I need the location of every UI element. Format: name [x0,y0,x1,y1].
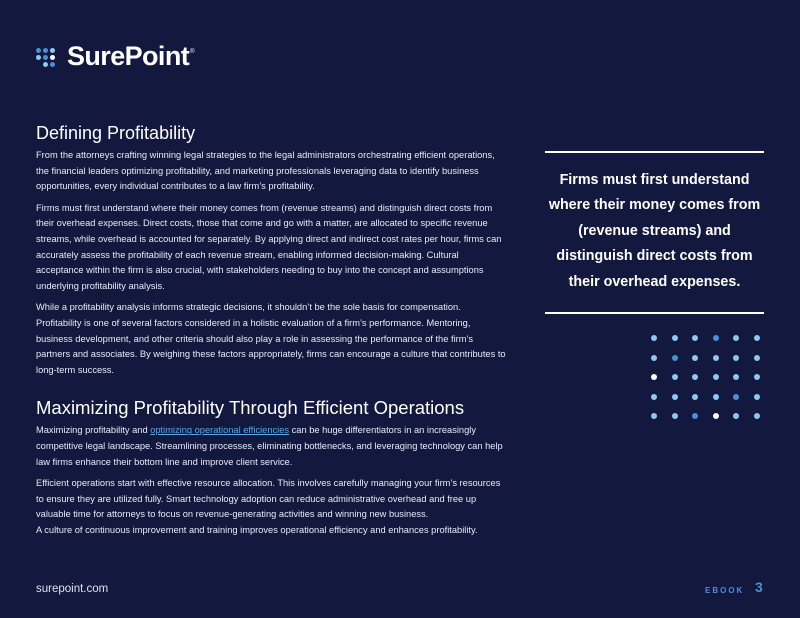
decor-dot [754,374,760,380]
logo-dot [50,55,55,60]
logo-dot [36,48,41,53]
main-content [36,120,506,538]
pull-quote-text: Firms must first understand where their money comes from (revenue streams) and distinguish direct costs from their overhead expenses. [548,172,761,290]
decorative-dot-grid [651,335,767,419]
decor-dot [692,394,698,400]
paragraph [36,476,506,538]
decor-dot [713,355,719,361]
footer-ebook-label: EBOOK [705,586,745,595]
decor-dot [713,335,719,341]
decor-dot [672,413,678,419]
brand-logo [36,41,195,71]
decor-dot [692,374,698,380]
section-heading-maximizing-profitability: Maximizing Profitability Through Efficient Operations [36,397,465,419]
decor-dot [754,335,760,341]
section-heading-defining-profitability: Defining Profitability [36,123,196,143]
quote-rule-bottom [545,312,764,314]
decor-dot [672,335,678,341]
decor-dot [651,394,657,400]
paragraph-line: Efficient operations start with effective resource allocation. This involves carefully managing your firm’s resources to ensure they are utilized fully. Smart technology adoption can reduce administrative overhead and free up valuable time for attorneys to focus on revenue-generating activities and winning new business. [36,478,501,520]
decor-dot [733,413,739,419]
brand-name: SurePoint [67,40,190,71]
decor-dot [651,413,657,419]
decor-dot [651,374,657,380]
decor-dot [672,355,678,361]
decor-dot [672,394,678,400]
intro-text-continued: can be huge differentiators in an increasingly competitive legal landscape. Streamlining processes, eliminating bottlenecks, and leveraging technology can help law firms enhance their bottom line and improve client service. [36,425,503,467]
paragraph: Firms must first understand where their money comes from (revenue streams) and distinguish direct costs from their overhead expenses. Direct costs, those that come and go with a matter, are allocated to specific revenue streams, while overhead is accounted for separately. By applying direct and indirect cost rates per hour, firms can accurately assess the profitability of each revenue stream, enabling informed decision-making. Cultural acceptance within the firm is also crucial, with stakeholders needing to buy into the concept and assumptions underlying profitability analysis. [36,202,502,291]
decor-dot [754,355,760,361]
decor-dot [692,413,698,419]
decor-dot [733,355,739,361]
brand-trademark: ® [190,49,195,55]
decor-dot [733,394,739,400]
paragraph-with-link [36,423,506,470]
decor-dot [713,413,719,419]
paragraph-line: A culture of continuous improvement and training improves operational efficiency and enhances profitability. [36,524,478,535]
page-number: 3 [755,579,763,595]
dot-cluster-logo-icon [36,44,60,68]
decor-dot [754,413,760,419]
logo-dot [43,55,48,60]
decor-dot [672,374,678,380]
pull-quote [545,151,764,314]
paragraph: From the attorneys crafting winning legal strategies to the legal administrators orchestrating efficient operations, the financial leaders optimizing profitability, and marketing professionals leveraging data to identify business opportunities, every individual contributes to a law firm’s profitability. [36,150,495,192]
decor-dot [692,355,698,361]
decor-dot [733,374,739,380]
decor-dot [692,335,698,341]
paragraph: While a profitability analysis informs strategic decisions, it shouldn’t be the sole basis for compensation. Profitability is one of several factors considered in a holistic evaluation of a firm’s performance. Mentoring, business development, and other criteria should also play a role in assessing the performance of the firm’s partners and associates. By weighing these factors appropriately, firms can encourage a culture that contributes to long-term success. [36,302,506,375]
decor-dot [651,335,657,341]
decor-dot [713,374,719,380]
footer-url: surepoint.com [36,583,109,595]
logo-dot [50,62,55,67]
decor-dot [713,394,719,400]
decor-dot [733,335,739,341]
decor-dot [754,394,760,400]
logo-dot [43,62,48,67]
logo-dot [43,48,48,53]
decor-dot [651,355,657,361]
logo-dot [36,55,41,60]
logo-dot [50,48,55,53]
optimizing-efficiencies-link[interactable]: optimizing operational efficiencies [150,425,290,436]
intro-text: Maximizing profitability and [36,425,151,436]
